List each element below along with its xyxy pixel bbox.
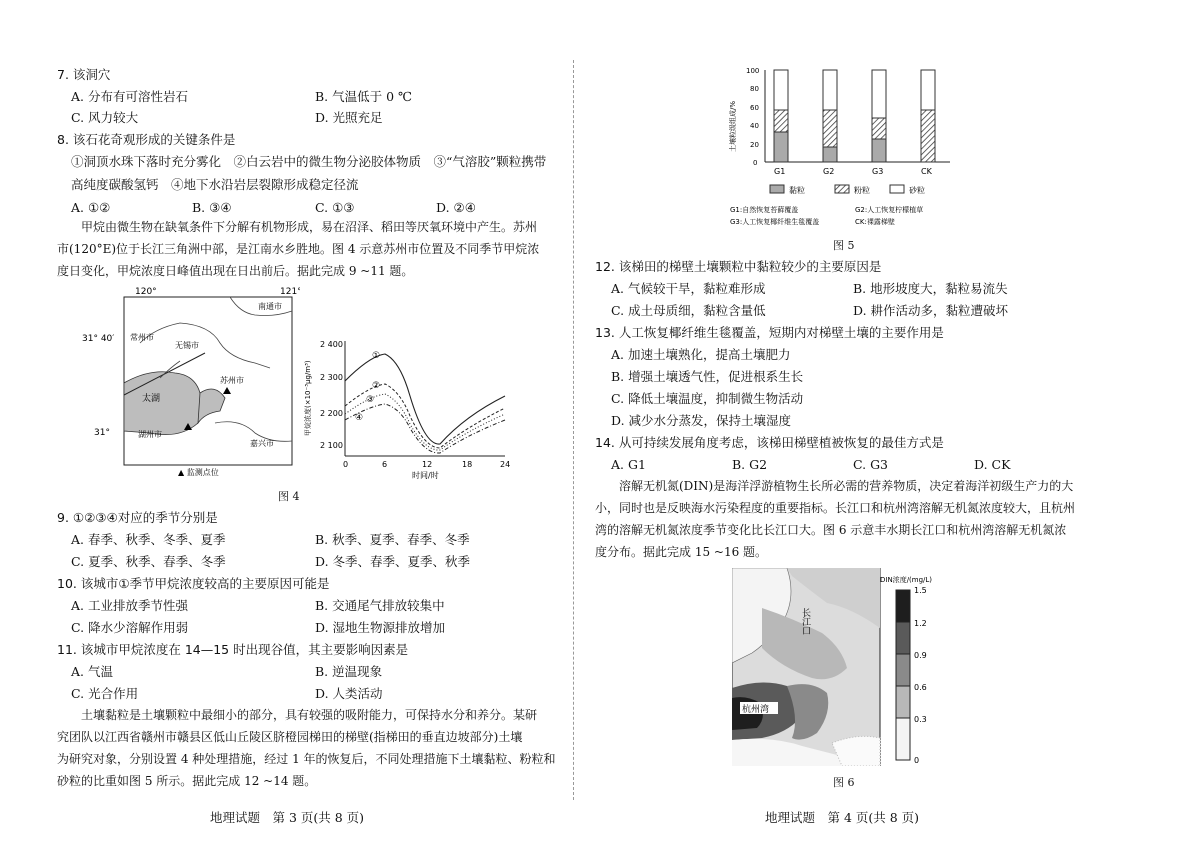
din-tick-0.3: 0.3	[914, 715, 927, 724]
q7-stem: 7. 该洞穴	[57, 67, 111, 82]
q9-stem: 9. ①②③④对应的季节分别是	[57, 510, 218, 525]
fig5-x-g2: G2	[823, 167, 835, 176]
q7-option-a: A. 分布有可溶性岩石	[71, 89, 188, 104]
q12-stem: 12. 该梯田的梯壁土壤颗粒中黏粒较少的主要原因是	[595, 259, 882, 274]
bar-g1-sand	[774, 70, 788, 110]
right-page-footer: 地理试题 第 4 页(共 8 页)	[765, 810, 920, 825]
fig5-y-tick-20: 20	[750, 141, 759, 149]
q7-option-d: D. 光照充足	[315, 110, 383, 125]
q9-option-c: C. 夏季、秋季、春季、冬季	[71, 554, 226, 569]
fig6-caption: 图 6	[833, 776, 855, 789]
fig4-caption: 图 4	[278, 490, 300, 503]
din-tick-1.2: 1.2	[914, 619, 927, 628]
fig5-legend-clay: 黏粒	[789, 186, 805, 195]
fig5-note-g3: G3:人工恢复椰纤维生毯覆盖	[730, 218, 820, 226]
q13-option-a: A. 加速土壤熟化，提高土壤肥力	[611, 347, 791, 362]
q8-option-d: D. ②④	[436, 200, 476, 215]
q8-stem: 8. 该石花奇观形成的关键条件是	[57, 132, 236, 147]
bar-g3-clay	[872, 139, 886, 162]
fig5-note-g2: G2:人工恢复柠檬植草	[855, 206, 924, 214]
x-tick-12: 12	[422, 460, 433, 469]
intro-12-14-line4: 砂粒的比重如图 5 所示。据此完成 12 ~14 题。	[57, 774, 317, 788]
q9-option-a: A. 春季、秋季、冬季、夏季	[71, 532, 226, 547]
fig5-note-g1: G1:自然恢复苔藓覆盖	[730, 206, 799, 214]
bar-ck-silt	[921, 110, 935, 162]
din-map	[732, 568, 967, 766]
q13-option-c: C. 降低土壤温度，抑制微生物活动	[611, 391, 804, 406]
changzhou-label: 常州市	[130, 333, 154, 342]
q10-option-a: A. 工业排放季节性强	[71, 598, 188, 613]
q7-option-b: B. 气温低于 0 ℃	[315, 89, 413, 104]
fig5-legend-silt: 粉粒	[854, 186, 870, 195]
q11-option-c: C. 光合作用	[71, 686, 139, 701]
q8-choice-line2: 高纯度碳酸氢钙 ④地下水沿岩层裂隙形成稳定径流	[71, 177, 359, 192]
bar-g2-clay	[823, 147, 837, 162]
bar-g3-silt	[872, 118, 886, 139]
q14-option-c: C. G3	[853, 457, 889, 472]
lat-3140-label: 31° 40′	[82, 334, 115, 344]
q10-option-b: B. 交通尾气排放较集中	[315, 598, 445, 613]
q13-option-d: D. 减少水分蒸发，保持土壤湿度	[611, 413, 792, 428]
intro-15-16-line3: 湾的溶解无机氮浓度季节变化比长江口大。图 6 示意丰水期长江口和杭州湾溶解无机氮浓	[595, 523, 1067, 537]
lon-120-label: 120°	[135, 287, 157, 297]
q13-option-b: B. 增强土壤透气性，促进根系生长	[611, 369, 804, 384]
q8-choice-line1: ①洞顶水珠下落时充分雾化 ②白云岩中的微生物分泌胶体物质 ③“气溶胶”颗粒携带	[71, 154, 547, 169]
q7-option-c: C. 风力较大	[71, 110, 139, 125]
y-tick-2300: 2 300	[320, 373, 343, 382]
q12-option-b: B. 地形坡度大，黏粒易流失	[853, 281, 1008, 296]
soil-bar-chart	[725, 62, 965, 262]
q14-stem: 14. 从可持续发展角度考虑，该梯田梯壁植被恢复的最佳方式是	[595, 435, 944, 450]
q11-option-b: B. 逆温现象	[315, 664, 383, 679]
y-axis-label: 甲烷浓度(×10⁻³μg/m³)	[304, 360, 312, 436]
y-tick-2400: 2 400	[320, 340, 343, 349]
q8-option-a: A. ①②	[71, 200, 111, 215]
x-tick-24: 24	[500, 460, 511, 469]
din-tick-0: 0	[914, 756, 920, 765]
fig5-note-ck: CK:裸露梯壁	[855, 218, 895, 226]
q10-stem: 10. 该城市①季节甲烷浓度较高的主要原因可能是	[57, 576, 330, 591]
left-page-footer: 地理试题 第 3 页(共 8 页)	[210, 810, 365, 825]
column-divider	[573, 60, 574, 800]
changjiangkou-label: 长江口	[800, 608, 810, 635]
bar-g1-silt	[774, 110, 788, 132]
fig5-y-tick-40: 40	[750, 122, 759, 130]
q10-option-d: D. 湿地生物源排放增加	[315, 620, 446, 635]
intro-9-11-line3: 度日变化，甲烷浓度日峰值出现在日出前后。据此完成 9 ~11 题。	[57, 264, 414, 278]
x-tick-0: 0	[343, 460, 349, 469]
nantong-label: 南通市	[258, 302, 282, 311]
series-2-label: ②	[372, 381, 381, 391]
series-4-label: ④	[355, 413, 364, 423]
din-tick-0.6: 0.6	[914, 683, 927, 692]
taihu-label: 太湖	[142, 394, 161, 404]
series-2-line	[345, 384, 505, 448]
q12-option-d: D. 耕作活动多，黏粒遭破坏	[853, 303, 1009, 318]
intro-15-16-line1: 溶解无机氮(DIN)是海洋浮游植物生长所必需的营养物质，决定着海洋初级生产力的大	[595, 479, 1074, 493]
bar-g1-clay	[774, 132, 788, 162]
intro-9-11-line2: 市(120°E)位于长江三角洲中部，是江南水乡胜地。图 4 示意苏州市位置及不同季节甲烷浓	[57, 242, 540, 256]
intro-15-16-line4: 度分布。据此完成 15 ~16 题。	[595, 545, 768, 559]
q8-option-b: B. ③④	[192, 200, 232, 215]
fig5-y-tick-80: 80	[750, 85, 759, 93]
fig5-y-tick-100: 100	[746, 67, 760, 75]
intro-9-11-line1: 甲烷由微生物在缺氧条件下分解有机物形成，易在沼泽、稻田等厌氧环境中产生。苏州	[57, 220, 538, 234]
y-tick-2200: 2 200	[320, 409, 343, 418]
fig5-x-ck: CK	[921, 167, 932, 176]
fig5-x-g1: G1	[774, 167, 786, 176]
fig5-caption: 图 5	[833, 239, 855, 252]
lon-121-label: 121°	[280, 287, 300, 297]
hangzhouwan-label: 杭州湾	[742, 705, 770, 715]
q11-option-d: D. 人类活动	[315, 686, 383, 701]
fig5-legend-sand: 砂粒	[909, 186, 925, 195]
q11-option-a: A. 气温	[71, 664, 113, 679]
q12-option-c: C. 成土母质细，黏粒含量低	[611, 303, 766, 318]
q9-option-b: B. 秋季、夏季、春季、冬季	[315, 532, 470, 547]
wuxi-label: 无锡市	[175, 341, 199, 350]
intro-12-14-line1: 土壤黏粒是土壤颗粒中最细小的部分，具有较强的吸附能力，可保持水分和养分。某研	[57, 708, 538, 722]
suzhou-label: 苏州市	[220, 376, 244, 385]
din-tick-1.5: 1.5	[914, 586, 927, 595]
methane-chart	[300, 336, 515, 481]
suzhou-map	[80, 283, 300, 478]
fig5-y-axis-label: 土壤粒级组成/%	[729, 100, 737, 152]
huzhou-label: 湖州市	[138, 430, 162, 439]
y-tick-2100: 2 100	[320, 441, 343, 450]
bar-ck-sand	[921, 70, 935, 110]
bar-g2-sand	[823, 70, 837, 110]
din-tick-0.9: 0.9	[914, 651, 927, 660]
jiaxing-label: 嘉兴市	[250, 439, 274, 448]
q14-option-a: A. G1	[611, 457, 646, 472]
fig5-x-g3: G3	[872, 167, 884, 176]
series-3-label: ③	[366, 395, 375, 405]
x-tick-18: 18	[462, 460, 473, 469]
q14-option-b: B. G2	[732, 457, 768, 472]
q8-option-c: C. ①③	[315, 200, 355, 215]
q10-option-c: C. 降水少溶解作用弱	[71, 620, 189, 635]
series-1-label: ①	[372, 351, 381, 361]
fig5-y-tick-60: 60	[750, 104, 759, 112]
din-legend-title: DIN浓度/(mg/L)	[880, 576, 933, 584]
fig5-y-tick-0: 0	[753, 159, 758, 167]
series-4-line	[345, 404, 505, 453]
intro-12-14-line2: 究团队以江西省赣州市赣县区低山丘陵区脐橙园梯田的梯壁(指梯田的垂直边坡部分)土壤	[57, 730, 523, 744]
q13-stem: 13. 人工恢复椰纤维生毯覆盖，短期内对梯壁土壤的主要作用是	[595, 325, 944, 340]
lat-31-label: 31°	[94, 428, 110, 438]
bar-g2-silt	[823, 110, 837, 147]
x-axis-label: 时间/时	[412, 471, 439, 480]
bar-g3-sand	[872, 70, 886, 118]
q14-option-d: D. CK	[974, 457, 1011, 472]
q12-option-a: A. 气候较干旱，黏粒难形成	[611, 281, 766, 296]
x-tick-6: 6	[382, 460, 388, 469]
q11-stem: 11. 该城市甲烷浓度在 14—15 时出现谷值，其主要影响因素是	[57, 642, 409, 657]
intro-15-16-line2: 小，同时也是反映海水污染程度的重要指标。长江口和杭州湾溶解无机氮浓度较大，且杭州	[595, 501, 1076, 515]
station-legend: ▲ 监测点位	[178, 468, 219, 477]
intro-12-14-line3: 为研究对象，分别设置 4 种处理措施，经过 1 年的恢复后，不同处理措施下土壤黏粒、粉粒和	[57, 752, 556, 766]
q9-option-d: D. 冬季、春季、夏季、秋季	[315, 554, 471, 569]
